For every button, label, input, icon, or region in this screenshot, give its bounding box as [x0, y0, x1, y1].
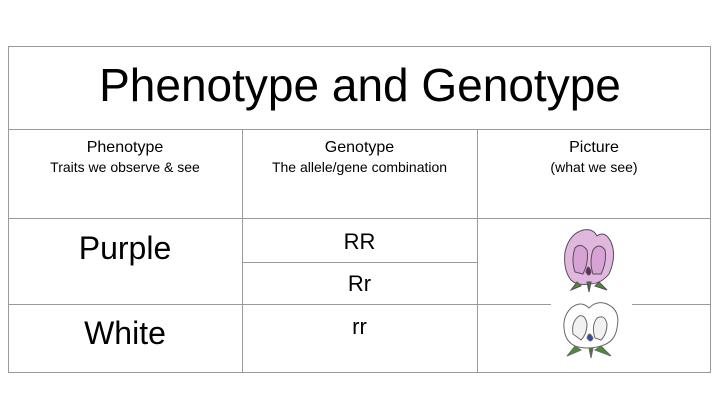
genotype-divider: [242, 262, 477, 263]
page-title: Phenotype and Genotype: [99, 59, 621, 111]
picture-subheader: (what we see): [550, 159, 638, 175]
genotype-subheader: The allele/gene combination: [271, 159, 448, 175]
genotype-rr-hetero: Rr: [347, 271, 372, 296]
row-divider: [632, 304, 711, 305]
genotype-rr-recessive: rr: [352, 314, 367, 339]
white-flower-icon: [553, 294, 633, 360]
genotype-rr-dominant: RR: [343, 229, 376, 254]
genotype-header: Genotype: [324, 139, 395, 156]
phenotype-white: White: [84, 315, 166, 351]
picture-header: Picture: [569, 139, 619, 156]
phenotype-header: Phenotype: [86, 139, 164, 156]
purple-flower-icon: [553, 222, 623, 292]
row-divider: [8, 304, 551, 305]
phenotype-subheader: Traits we observe & see: [50, 159, 200, 175]
phenotype-purple: Purple: [78, 230, 172, 266]
header-divider: [8, 218, 711, 219]
